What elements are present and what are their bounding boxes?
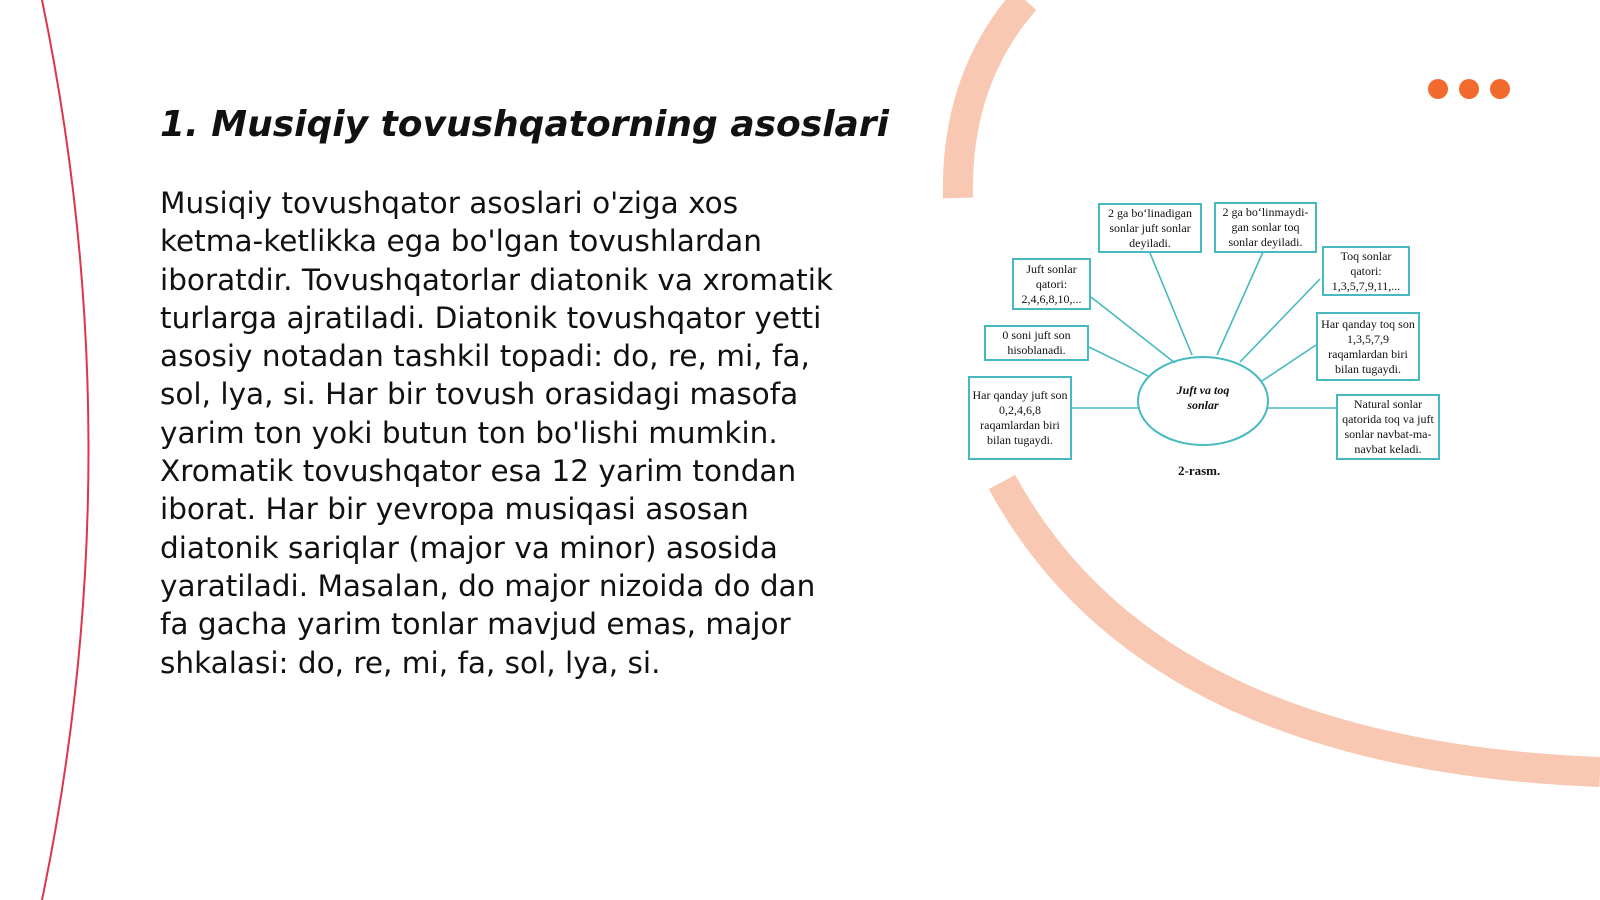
slide-title: 1. Musiqiy tovushqatorning asoslari bbox=[160, 104, 889, 145]
peach-arc-upper bbox=[958, 0, 1025, 198]
slide-body-text: Musiqiy tovushqator asoslari o'ziga xos ketma-ketlikka ega bo'lgan tovushlardan iboratdir. Tovushqatorlar diatonik va xromatik turlarga ajratiladi. Diatonik tovushqator yetti asosiy notadan tashkil topadi: do, re, mi, fa, sol, lya, si. Har bir tovush orasidagi masofa yarim ton yoki butun ton bo'lishi mumkin. Xromatik tovushqator esa 12 yarim tondan iborat. Har bir yevropa musiqasi asosan diatonik sariqlar (major va minor) asosida yaratiladi. Masalan, do major nizoida do dan fa gacha yarim tonlar mavjud emas, major shkalasi: do, re, mi, fa, sol, lya, si. bbox=[160, 186, 833, 680]
connector-line bbox=[1262, 345, 1316, 381]
left-curve-line bbox=[42, 0, 89, 900]
box-zero-even: 0 soni juft son hisoblanadi. bbox=[984, 325, 1089, 361]
connector-line bbox=[1091, 297, 1175, 363]
box-even-definition: 2 ga bo‘linadigan sonlar juft sonlar deyiladi. bbox=[1098, 203, 1202, 253]
indicator-dot-2 bbox=[1459, 79, 1479, 99]
connector-line bbox=[1150, 253, 1192, 355]
box-odd-last-digit: Har qanday toq son 1,3,5,7,9 raqamlardan biri bilan tugaydi. bbox=[1316, 312, 1420, 381]
connector-line bbox=[1089, 347, 1148, 376]
connector-line bbox=[1217, 252, 1263, 355]
figure-caption: 2-rasm. bbox=[1178, 463, 1221, 478]
box-odd-series: Toq sonlar qatori: 1,3,5,7,9,11,... bbox=[1322, 246, 1410, 296]
box-odd-definition: 2 ga bo‘linmaydi-gan sonlar toq sonlar deyiladi. bbox=[1214, 202, 1317, 253]
box-even-series: Juft sonlar qatori: 2,4,6,8,10,... bbox=[1012, 258, 1091, 310]
indicator-dot-3 bbox=[1490, 79, 1510, 99]
even-odd-numbers-diagram bbox=[960, 195, 1460, 485]
indicator-dot-1 bbox=[1428, 79, 1448, 99]
peach-arc-lower bbox=[1002, 482, 1600, 772]
center-label: Juft va toq sonlar bbox=[1176, 383, 1230, 412]
box-natural-alternation: Natural sonlar qatorida toq va juft sonlar navbat-ma-navbat keladi. bbox=[1336, 394, 1440, 460]
box-even-last-digit: Har qanday juft son 0,2,4,6,8 raqamlardan biri bilan tugaydi. bbox=[968, 376, 1072, 460]
